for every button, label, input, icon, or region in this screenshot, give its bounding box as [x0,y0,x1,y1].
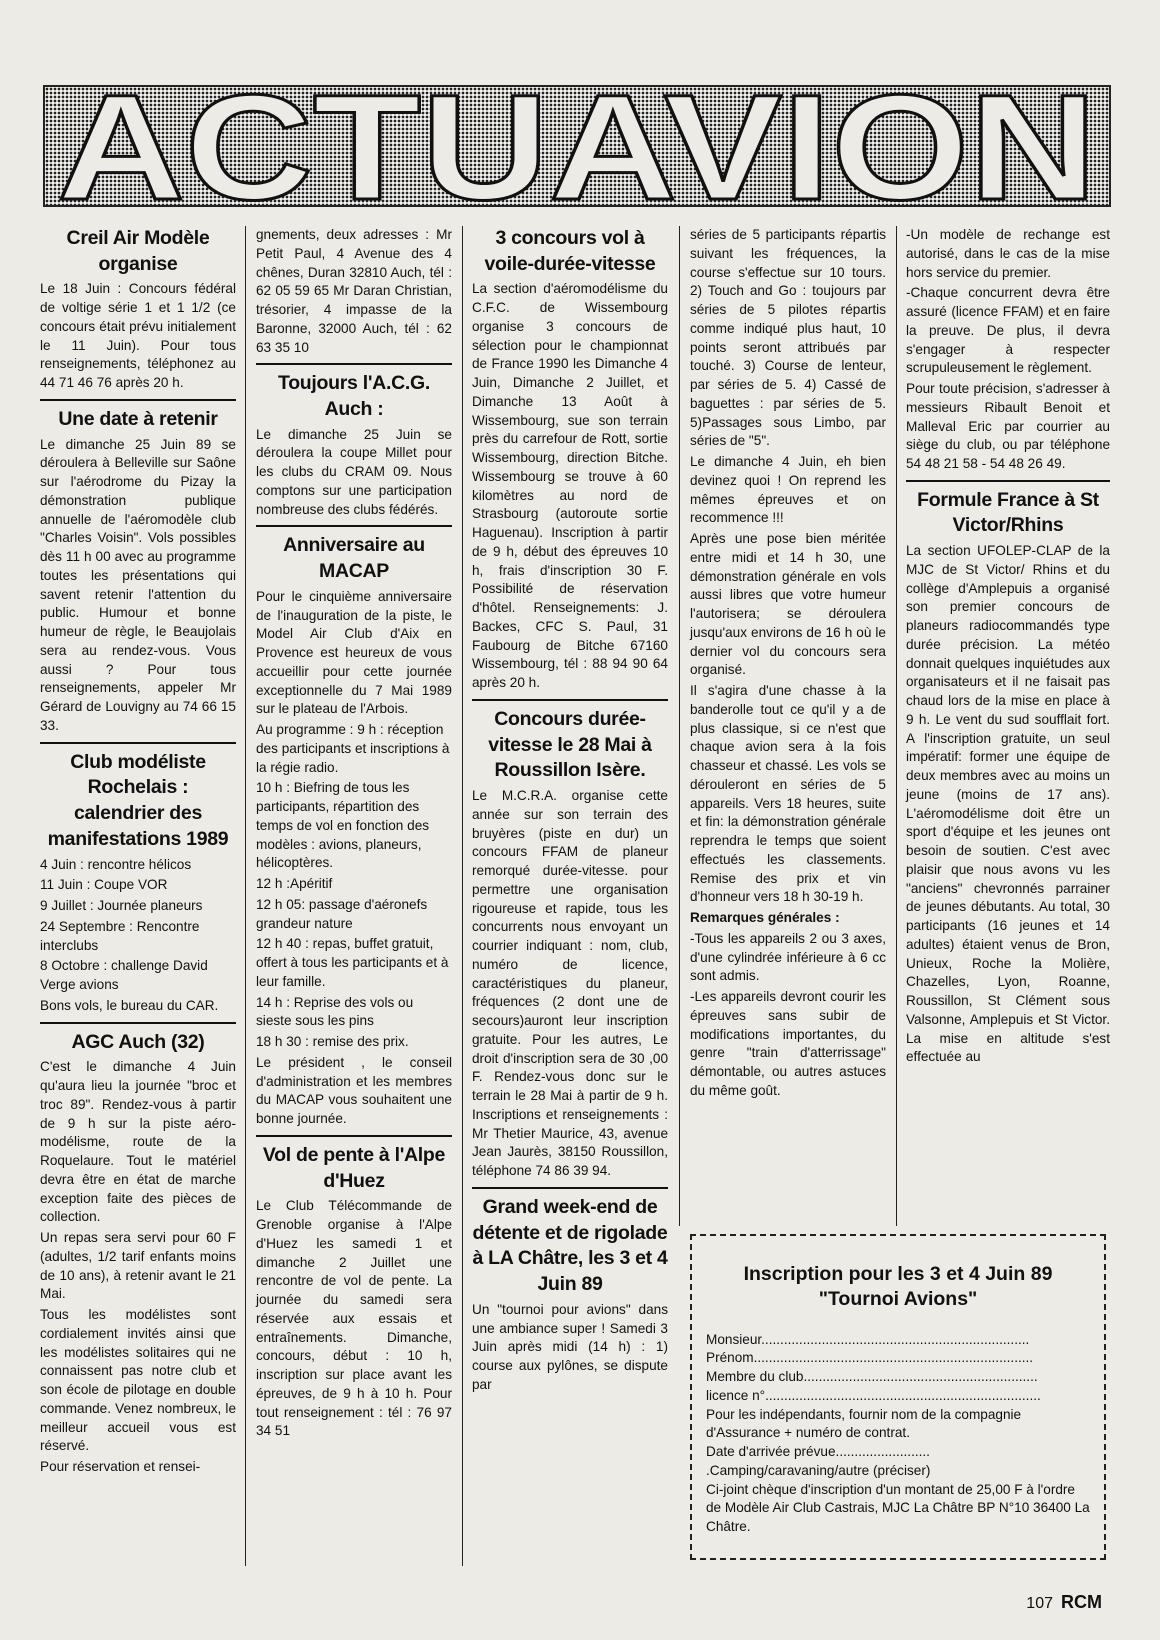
article-body: Le dimanche 25 Juin 89 se déroulera à Belleville sur Saône sur l'aérodrome du Pizay la démonstration publique annuelle de l'aéromodèle club "Charles Voisin". Vols possibles dès 11 h 00 avec au programme toutes les présentations qui savent retenir l'attention du public. Humour et bonne humeur de règle, le Beaujolais sera au rendez-vous. Vous aussi ? Pour tous renseignements, appeler Mr Gérard de Louvigny au 74 66 15 33. [40,436,236,733]
article-body: C'est le dimanche 4 Juin qu'aura lieu la journée "broc et troc 89". Rendez-vous à partir de 9 h sur la piste aéro-modélisme, route de la Roquelaure. Tout le matériel devra être en état de marche exception faite des pièces de collection. [40,1059,236,1225]
list-item: 18 h 30 : remise des prix. [256,1034,409,1050]
list-item: 12 h :Apéritif [256,876,333,892]
article-body: La section d'aéromodélisme du C.F.C. de Wissembourg organise 3 concours de sélection pour le championnat de France 1990 les Dimanche 4 Juin, Dimanche 2 Juillet, et Dimanche 13 Août à Wissembourg, sue son terrain près du carrefour de Rott, sortie Wissembourg, direction Bitche. Wissembourg se trouve à 60 kilomètres au nord de Strasbourg (autoroute sortie Haguenau). Inscription à partir de 9 h, début des épreuves 10 h, frais d'inscription 30 F. Possibilité de réservation d'hôtel. Renseignements: J. Backes, CFC S. Paul, 31 Faubourg de Bitche 67160 Wissembourg, tél : 88 94 90 64 après 20 h. [472,281,668,691]
article-body: Le président , le conseil d'administration et les membres du MACAP vous souhaitent une bonne journée. [256,1054,452,1127]
form-line: licence n°......................................................................... [706,1387,1041,1403]
form-line: Date d'arrivée prévue......................... [706,1444,930,1460]
article-separator [472,1187,668,1189]
article-separator [906,480,1110,482]
column-1 [40,226,236,1479]
column-rule [679,226,680,1226]
article-separator [256,525,452,527]
article-body: Le dimanche 25 Juin se déroulera la coupe Millet pour les clubs du CRAM 09. Nous comptons sur une participation nombreuse des clubs fédérés. [256,426,452,517]
article-separator [256,363,452,365]
form-line: Prénom.......................................................................... [706,1350,1034,1366]
article-body: Pour le cinquième anniversaire de l'inauguration de la piste, le Model Air Club d'Aix en Provence est heureux de vous accueillir pour cette journée exceptionnelle du 7 Mai 1989 sur le plateau de l'Arbois. [256,588,452,717]
article-body: Le Club Télécommande de Grenoble organise à l'Alpe d'Huez les samedi 1 et dimanche 2 Juillet une rencontre de vol de pente. La journée du samedi sera réservée aux essais et entraînements. Dimanche, concours, début : 10 h, inscription sur place avant les épreuves, de 9 h à 10 h. Pour tout renseignement : tél : 76 97 34 51 [256,1198,452,1439]
form-line: .Camping/caravaning/autre (préciser) [706,1462,931,1478]
event-list [40,856,236,1016]
article-body: Pour réservation et rensei- [40,1459,201,1475]
list-item: 9 Juillet : Journée planeurs [40,898,203,914]
article-body: Tous les modélistes sont cordialement invités ainsi que les modélistes solitaires qui ne connaissent pas notre club et son école de pilotage en double commande. Venez nombreux, le meilleur accueil vous est réservé. [40,1307,236,1454]
masthead-graphic [45,87,1109,205]
remarks-heading: Remarques générales : [690,910,840,925]
registration-form [690,1234,1106,1560]
article-title: Formule France à St Victor/Rhins [917,488,1099,537]
list-item: Bons vols, le bureau du CAR. [40,997,219,1013]
article-separator [256,1135,452,1137]
article-body: -Un modèle de rechange est autorisé, dans le cas de la mise hors service du premier. [906,227,1110,280]
article-body: Un repas sera servi pour 60 F (adultes, 1/2 tarif enfants moins de 10 ans), à retenir avant le 21 Mai. [40,1230,236,1302]
article-title: Vol de pente à l'Alpe d'Huez [262,1143,446,1192]
article-title: AGC Auch (32) [71,1030,205,1053]
list-item: 24 Septembre : Rencontre interclubs [40,918,200,953]
list-item: 14 h : Reprise des vols ou sieste sous les pins [256,994,414,1029]
article-title: Grand week-end de détente et de rigolade à LA Châtre, les 3 et 4 Juin 89 [472,1195,668,1296]
list-item: 12 h 05: passage d'aéronefs grandeur nature [256,896,428,931]
article-title: 3 concours vol à voile-durée-vitesse [484,227,656,275]
article-separator [472,699,668,701]
column-rule [896,226,897,1226]
article-body: Pour toute précision, s'adresser à messieurs Ribault Benoit et Malleval Eric par courrier au siège du club, ou par téléphone 54 48 21 58 - 54 48 26 49. [906,381,1110,471]
article-body: Le M.C.R.A. organise cette année sur son terrain des bruyères (piste en dur) un concours FFAM de planeur remorqué durée-vitesse. pour permettre une organisation rigoureuse et rapide, tous les concurrents nous envoyant un courrier indiquant : nom, club, numéro de licence, caractéristiques du planeur, fréquences (2 dont une de secours)auront leur inscription gratuite. Pour les autres, Le droit d'inscription sera de 30 ,00 F. Rendez-vous donc sur le terrain le 28 Mai à partir de 9 h. Inscriptions et renseignements : Mr Thetier Maurice, 43, avenue Jean Jaurès, 38150 Roussillon, téléphone 74 86 39 94. [472,788,668,1179]
list-item: Au programme : 9 h : réception des participants et inscriptions à la régie radio. [256,722,450,775]
form-line: Pour les indépendants, fournir nom de la compagnie d'Assurance + numéro de contrat. [706,1406,1022,1441]
article-body: Après une pose bien méritée entre midi et 14 h 30, une démonstration générale en vols aussi libres que votre humeur l'autorisera; se déroulera jusqu'aux environs de 16 h où le dernier vol du concours sera organisé. [690,531,886,678]
article-body: Un "tournoi pour avions" dans une ambiance super ! Samedi 3 Juin après midi (14 h) : 1) course aux pylônes, se dispute par [472,1301,668,1392]
page-number: 107 [1026,1595,1053,1612]
article-separator [40,1022,236,1024]
form-line: Membre du club.............................................................. [706,1369,1038,1385]
column-rule [245,226,246,1566]
article-title: Creil Air Modèle organise [66,227,210,275]
column-rule [462,226,463,1566]
magazine-name: RCM [1061,1592,1102,1612]
list-item: 12 h 40 : repas, buffet gratuit, offert à tous les participants et à leur famille. [256,936,449,989]
list-item: 4 Juin : rencontre hélicos [40,856,192,872]
list-item: 10 h : Biefring de tous les participants, répartition des temps de vol en fonction des modèles : avions, planeurs, hélicoptères. [256,780,430,871]
article-body: -Chaque concurrent devra être assuré (licence FFAM) et en faire la preuve. De plus, il devra s'engager à respecter scrupuleusement le règlement. [906,285,1110,376]
form-title: Inscription pour les 3 et 4 Juin 89 "Tournoi Avions" [743,1263,1053,1311]
article-body: Il s'agira d'une chasse à la banderolle tout ce qu'il y a de plus classique, si ce n'est que chaque avion sera à la fois chasseur et chassé. Les vols se dérouleront en séries de 5 appareils. Vers 18 heures, suite et fin: la démonstration générale reprendra le temps que soient effectués les classements. Remise des prix et vin d'honneur vers 18 h 30-19 h. [690,683,886,905]
article-body: séries de 5 participants répartis suivant les fréquences, la course s'effectue sur 10 tours. 2) Touch and Go : toujours par séries de 5 pilotes répartis comme indiqué plus haut, 10 points seront attribués par touché. 3) Course de lenteur, par séries de 5. 4) Cassé de baguettes : par séries de 5. 5)Passages sous Limbo, par séries de "5". [690,227,886,449]
list-item: 11 Juin : Coupe VOR [40,877,168,893]
page-footer [1026,1592,1102,1613]
column-3 [472,226,668,1397]
article-title: Toujours l'A.C.G. Auch : [278,372,430,420]
article-body: -Tous les appareils 2 ou 3 axes, d'une cylindrée inférieure à 6 cc sont admis. [690,930,886,984]
article-body: gnements, deux adresses : Mr Petit Paul, 4 Avenue des 4 chênes, Duran 32810 Auch, tél : 62 05 59 65 Mr Daran Christian, trésorier, 4 impasse de la Baronne, 32000 Auch, tél : 62 63 35 10 [256,227,452,355]
article-title: Concours durée-vitesse le 28 Mai à Roussillon Isère. [488,707,652,782]
list-item: 8 Octobre : challenge David Verge avions [40,958,208,993]
masthead-title: ACTUAVION [57,87,1097,205]
column-5 [906,226,1110,1069]
column-4 [690,226,886,1103]
article-body: La section UFOLEP-CLAP de la MJC de St Victor/ Rhins et du collège d'Amplepuis a organisé son premier concours de planeurs radiocommandés type durée précision. La météo donnait quelques inquiétudes aux organisateurs et il ne faisait pas chaud lors de la mise en place à 9 h. Le vent du sud soufflait fort. A l'inscription gratuite, un seul impératif: former une équipe de deux membres avec au moins un jeune (moins de 17 ans). L'aéromodélisme doit être un sport d'équipe et les jeunes ont besoin de soutien. C'est avec plaisir que nous avons vu les "anciens" chevronnés parrainer de jeunes débutants. Au total, 30 participants (16 jeunes et 14 adultes) étaient venus de Bron, Unieux, Roche la Molière, Chazelles, Lyon, Roanne, Roussillon, St Clément sous Valsonne, Amplepuis et St Victor. La mise en altitude s'est effectuée au [906,543,1110,1065]
article-title: Club modéliste Rochelais : calendrier des manifestations 1989 [47,750,229,850]
article-body: -Les appareils devront courir les épreuves sans subir de modifications importantes, du genre "train d'atterrissage" démontable, ou autres astuces du même goût. [690,989,886,1098]
article-body: Le 18 Juin : Concours fédéral de voltige série 1 et 1 1/2 (ce concours était prévu initialement le 11 Juin). Pour tous renseignements, téléphonez au 44 71 46 76 après 20 h. [40,281,236,391]
article-separator [40,399,236,401]
article-separator [40,742,236,744]
form-line: Ci-joint chèque d'inscription d'un montant de 25,00 F à l'ordre de Modèle Air Club Castrais, MJC La Châtre BP N°10 36400 La Châtre. [706,1481,1090,1535]
column-2 [256,226,452,1443]
form-line: Monsieur....................................................................... [706,1331,1030,1347]
article-title: Anniversaire au MACAP [283,534,425,583]
article-body: Le dimanche 4 Juin, eh bien devinez quoi ! On reprend les mêmes épreuves et on recommence !!! [690,454,886,526]
program-list [256,721,452,1052]
article-title: Une date à retenir [58,407,218,430]
masthead [43,85,1111,207]
